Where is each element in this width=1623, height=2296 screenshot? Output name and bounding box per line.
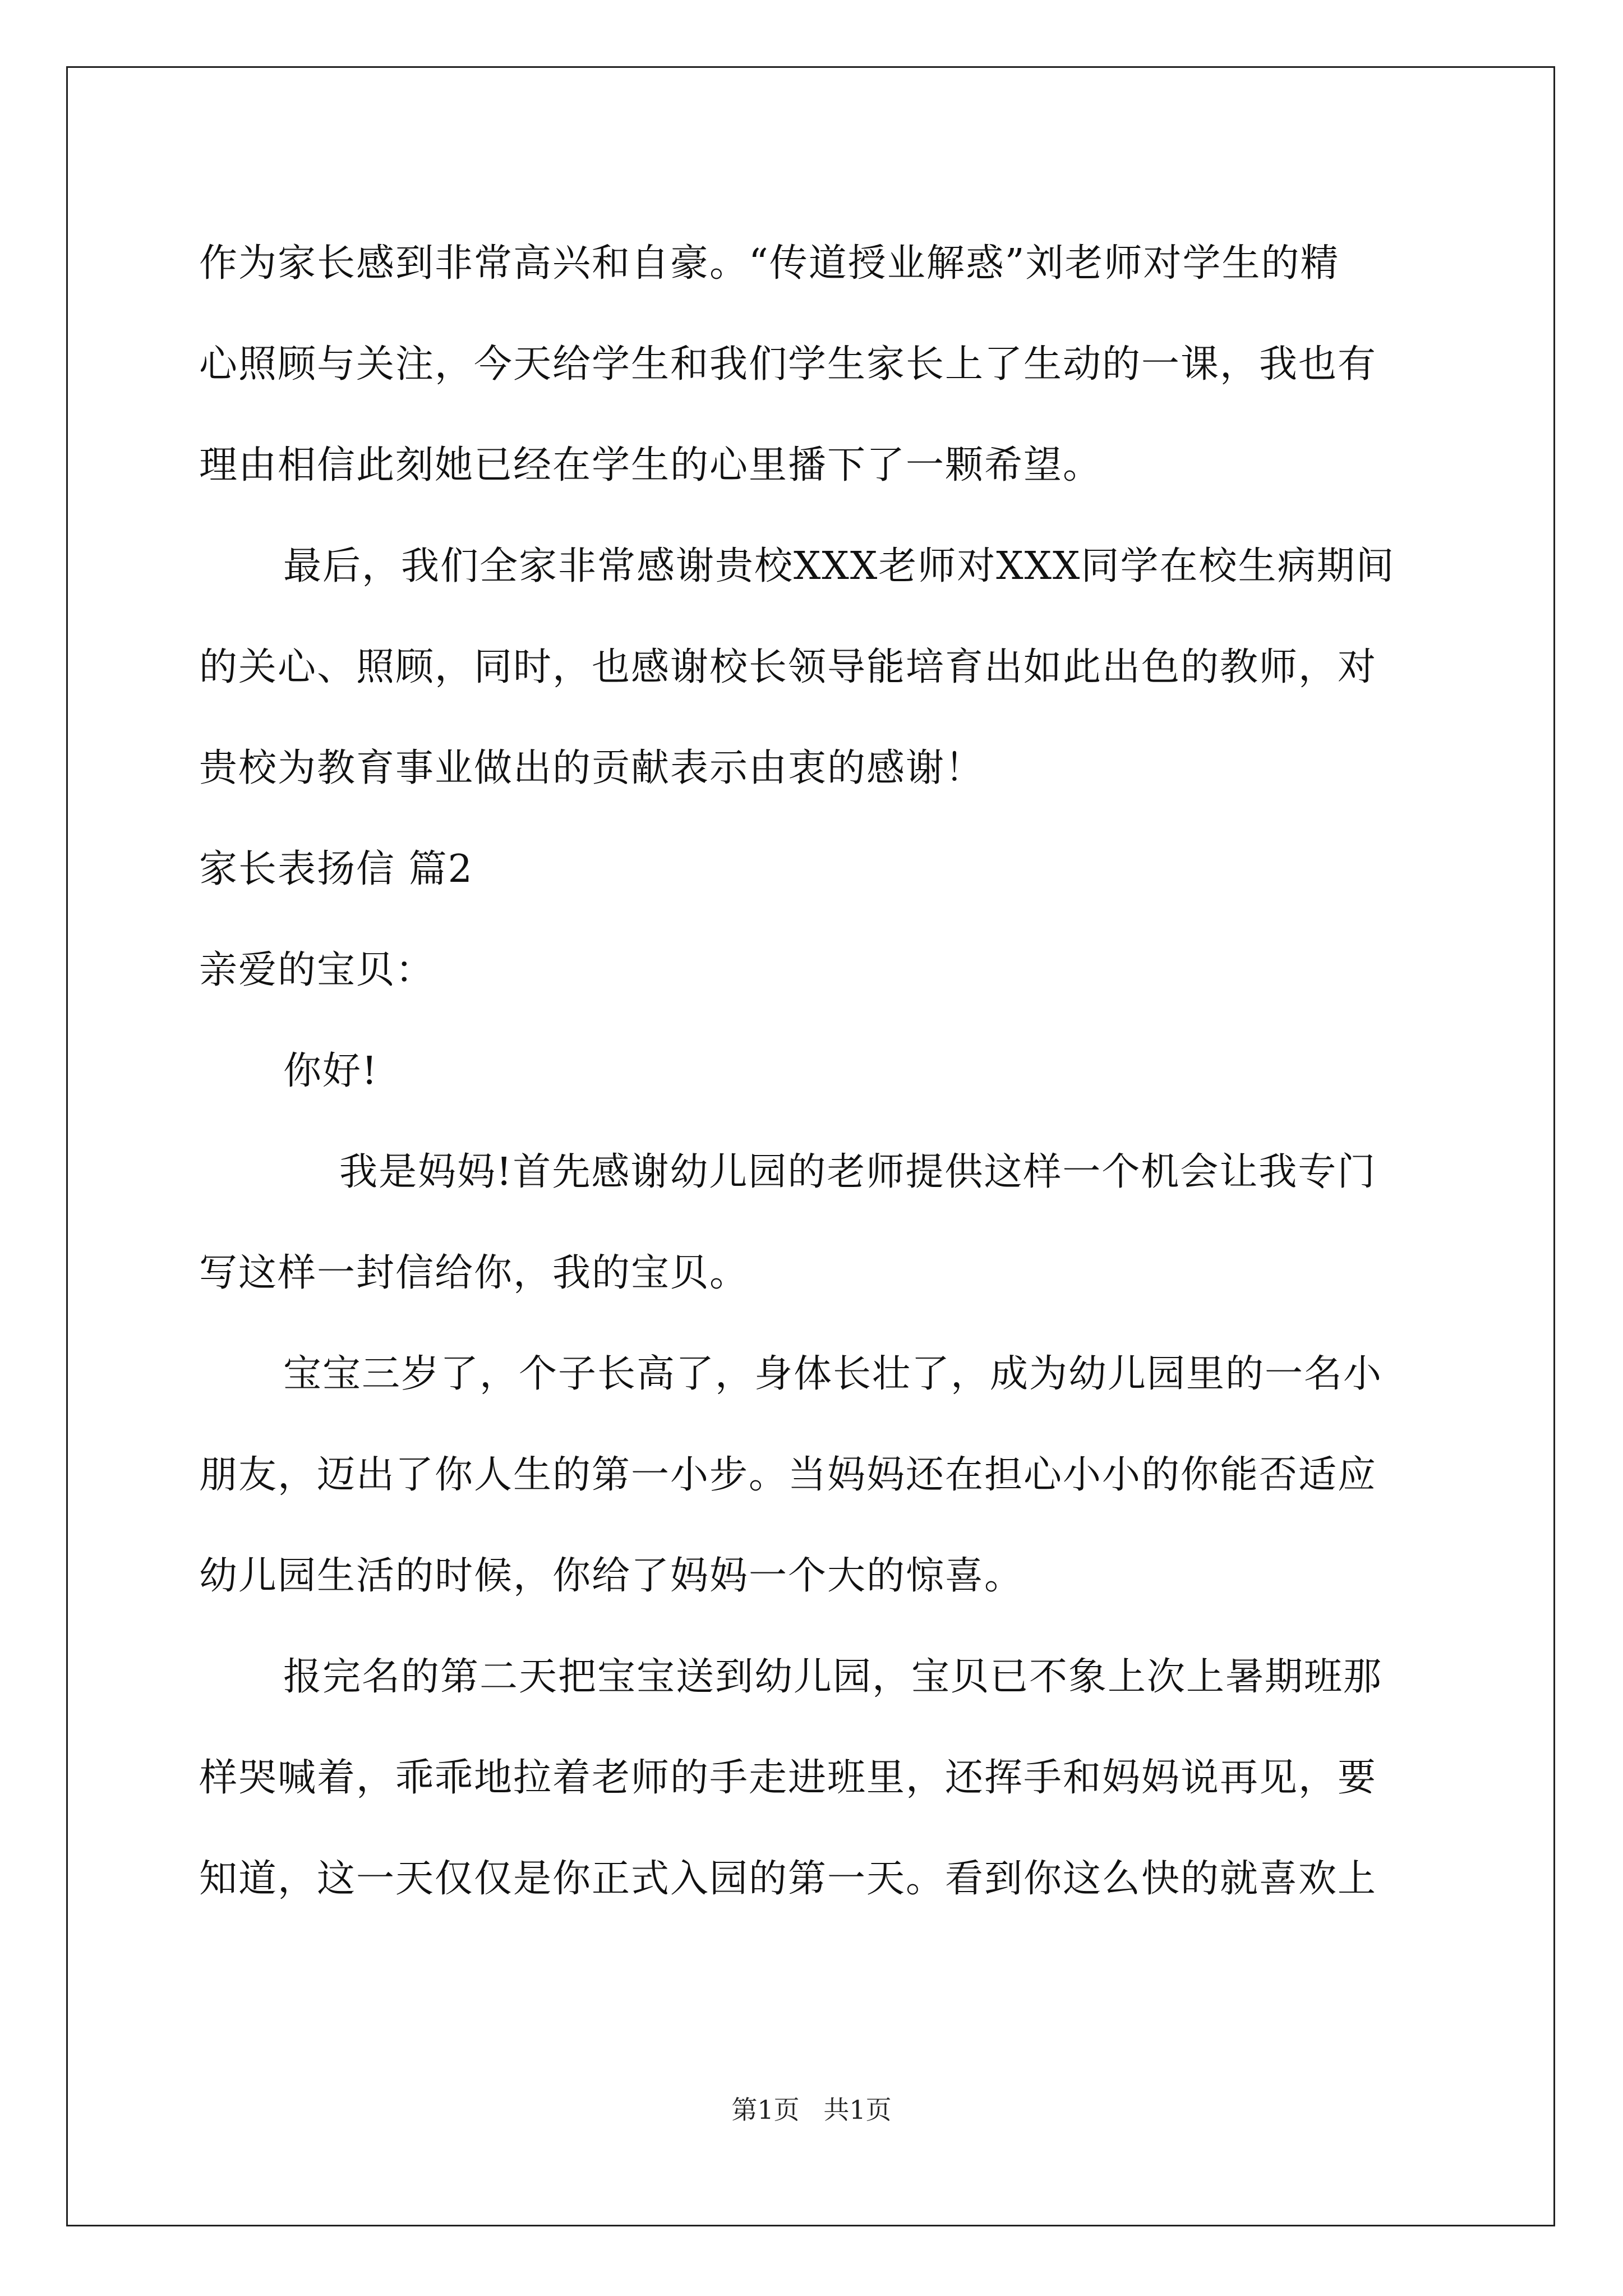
text-line-6: 贵校为教育事业做出的贡献表示由衷的感谢！ — [199, 746, 985, 790]
text-line-15: 报完名的第二天把宝宝送到幼儿园，宝贝已不象上次上暑期班那 — [283, 1655, 1383, 1699]
page-number: 第1页 — [731, 2095, 800, 2125]
greeting: 你好! — [283, 1049, 379, 1093]
text-line-16: 样哭喊着，乖乖地拉着老师的手走进班里，还挥手和妈妈说再见，要 — [199, 1756, 1377, 1800]
document-body — [199, 213, 1427, 1930]
page-total: 共1页 — [823, 2095, 892, 2125]
text-line-17: 知道，这一天仅仅是你正式入园的第一天。看到你这么快的就喜欢上 — [199, 1857, 1377, 1901]
text-line-4: 最后，我们全家非常感谢贵校XXX老师对XXX同学在校生病期间 — [283, 544, 1395, 588]
page-footer — [0, 2090, 1623, 2127]
text-line-5: 的关心、照顾，同时，也感谢校长领导能培育出如此出色的教师，对 — [199, 645, 1377, 689]
salutation: 亲爱的宝贝： — [199, 948, 435, 992]
text-line-10: 我是妈妈!首先感谢幼儿园的老师提供这样一个机会让我专门 — [339, 1150, 1377, 1194]
text-line-2: 心照顾与关注，今天给学生和我们学生家长上了生动的一课，我也有 — [199, 342, 1377, 386]
text-line-1: 作为家长感到非常高兴和自豪。“传道授业解惑”刘老师对学生的精 — [199, 241, 1340, 286]
text-line-14: 幼儿园生活的时候，你给了妈妈一个大的惊喜。 — [199, 1554, 1024, 1598]
text-line-11: 写这样一封信给你，我的宝贝。 — [199, 1251, 749, 1295]
text-line-13: 朋友，迈出了你人生的第一小步。当妈妈还在担心小小的你能否适应 — [199, 1453, 1377, 1497]
section-heading: 家长表扬信 篇2 — [199, 847, 473, 891]
text-line-3: 理由相信此刻她已经在学生的心里播下了一颗希望。 — [199, 443, 1103, 487]
text-line-12: 宝宝三岁了，个子长高了，身体长壮了，成为幼儿园里的一名小 — [283, 1352, 1383, 1396]
